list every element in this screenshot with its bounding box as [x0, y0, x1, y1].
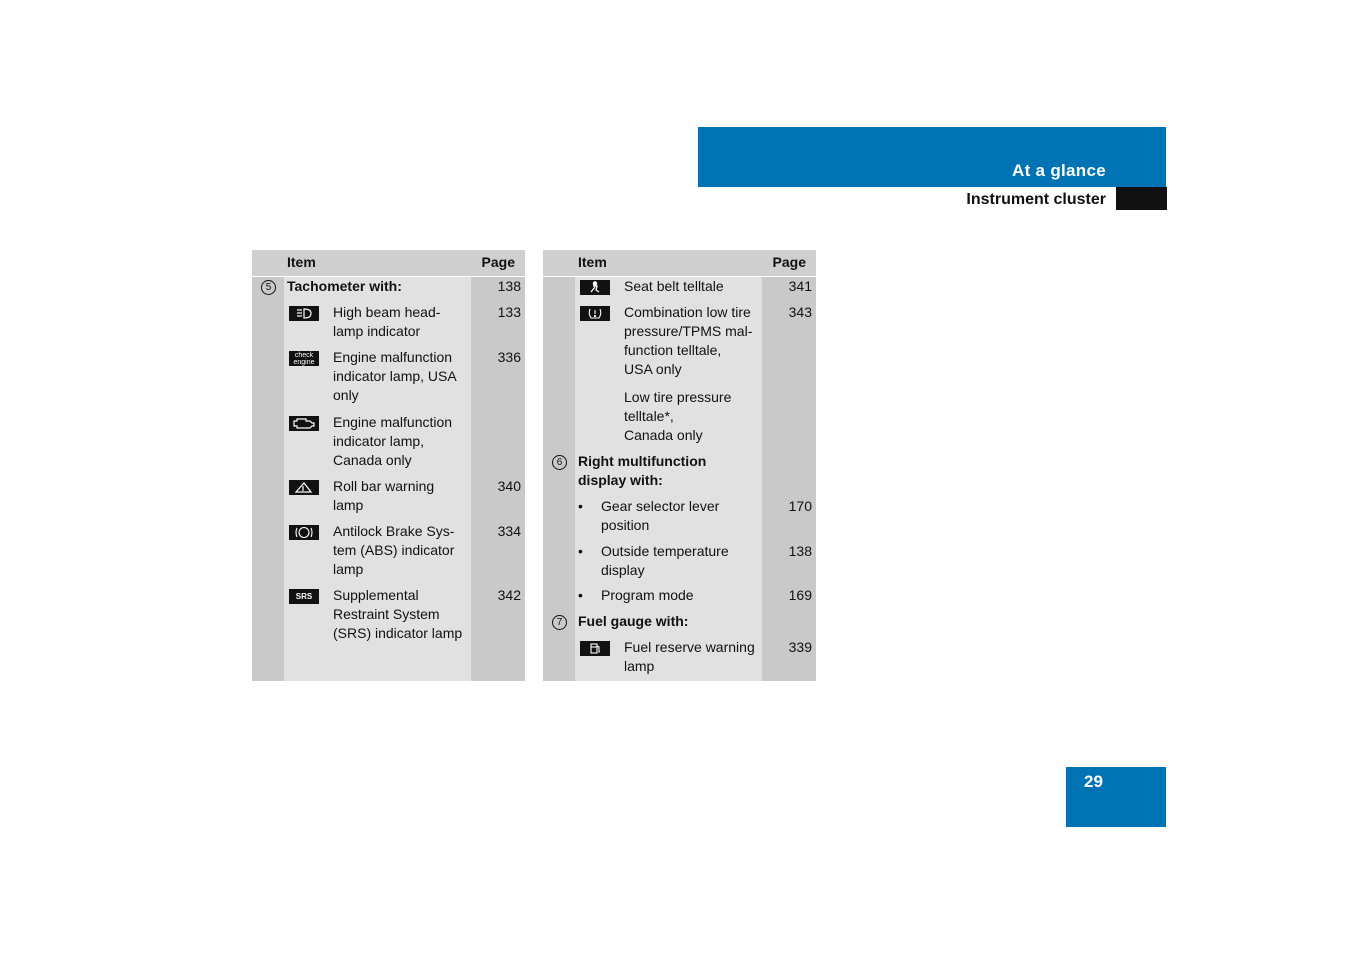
table-right	[543, 250, 816, 681]
section-marker	[1116, 187, 1167, 210]
high-beam-icon	[289, 306, 319, 321]
page-ref: 341	[788, 278, 812, 294]
item-number-6: 6	[552, 455, 567, 470]
row-label: Engine malfunction indicator lamp, Canada only	[333, 414, 453, 468]
page-number-box	[1066, 767, 1166, 827]
abs-icon	[289, 525, 319, 540]
page-ref: 342	[497, 587, 521, 603]
bullet-label: Gear selector lever position	[601, 498, 720, 533]
row-label: Seat belt telltale	[624, 278, 724, 294]
tire-pressure-icon	[580, 306, 610, 321]
chapter-header-bar	[698, 127, 1166, 187]
row-label: Engine malfunction indicator lamp, USA only	[333, 349, 457, 403]
table-left	[252, 250, 525, 681]
bullet-label: Outside temperature display	[601, 543, 729, 578]
section-title: Instrument cluster	[966, 191, 1106, 208]
row-label: Combination low tire pressure/TPMS mal- function telltale, USA only	[624, 304, 753, 377]
roll-bar-icon	[289, 480, 319, 495]
header-page: Page	[772, 254, 806, 270]
row-label: Roll bar warning lamp	[333, 478, 435, 513]
item-number-7: 7	[552, 615, 567, 630]
bullet-marker: •	[578, 543, 583, 559]
row-label: Supplemental Restraint System (SRS) indicator lamp	[333, 587, 463, 641]
seat-belt-icon	[580, 280, 610, 295]
header-item: Item	[287, 254, 316, 270]
page-ref: 334	[497, 523, 521, 539]
item-number-5: 5	[261, 280, 276, 295]
page-ref: 339	[788, 639, 812, 655]
page-ref: 133	[497, 304, 521, 320]
srs-icon: SRS	[289, 589, 319, 604]
engine-icon	[289, 416, 319, 431]
fuel-reserve-icon	[580, 641, 610, 656]
page-ref: 336	[497, 349, 521, 365]
page-ref: 138	[788, 543, 812, 559]
row-label: Antilock Brake Sys- tem (ABS) indicator lamp	[333, 523, 455, 577]
group-title: Tachometer with:	[287, 278, 402, 294]
page-ref: 169	[788, 587, 812, 603]
table-header	[252, 250, 525, 277]
bullet-marker: •	[578, 498, 583, 514]
page-ref: 170	[788, 498, 812, 514]
check-engine-icon: check engine	[289, 351, 319, 366]
page-ref: 343	[788, 304, 812, 320]
page-ref: 138	[497, 278, 521, 294]
page-number: 29	[1084, 772, 1103, 791]
row-label: Low tire pressure telltale*, Canada only	[624, 389, 732, 443]
table-header	[543, 250, 816, 277]
group-title: Right multifunction display with:	[578, 453, 707, 488]
chapter-title: At a glance	[1012, 161, 1106, 180]
row-label: Fuel reserve warning lamp	[624, 639, 755, 674]
header-page: Page	[481, 254, 515, 270]
page-ref: 340	[497, 478, 521, 494]
row-label: High beam head- lamp indicator	[333, 304, 441, 339]
group-title: Fuel gauge with:	[578, 613, 689, 629]
header-item: Item	[578, 254, 607, 270]
bullet-label: Program mode	[601, 587, 694, 603]
bullet-marker: •	[578, 587, 583, 603]
